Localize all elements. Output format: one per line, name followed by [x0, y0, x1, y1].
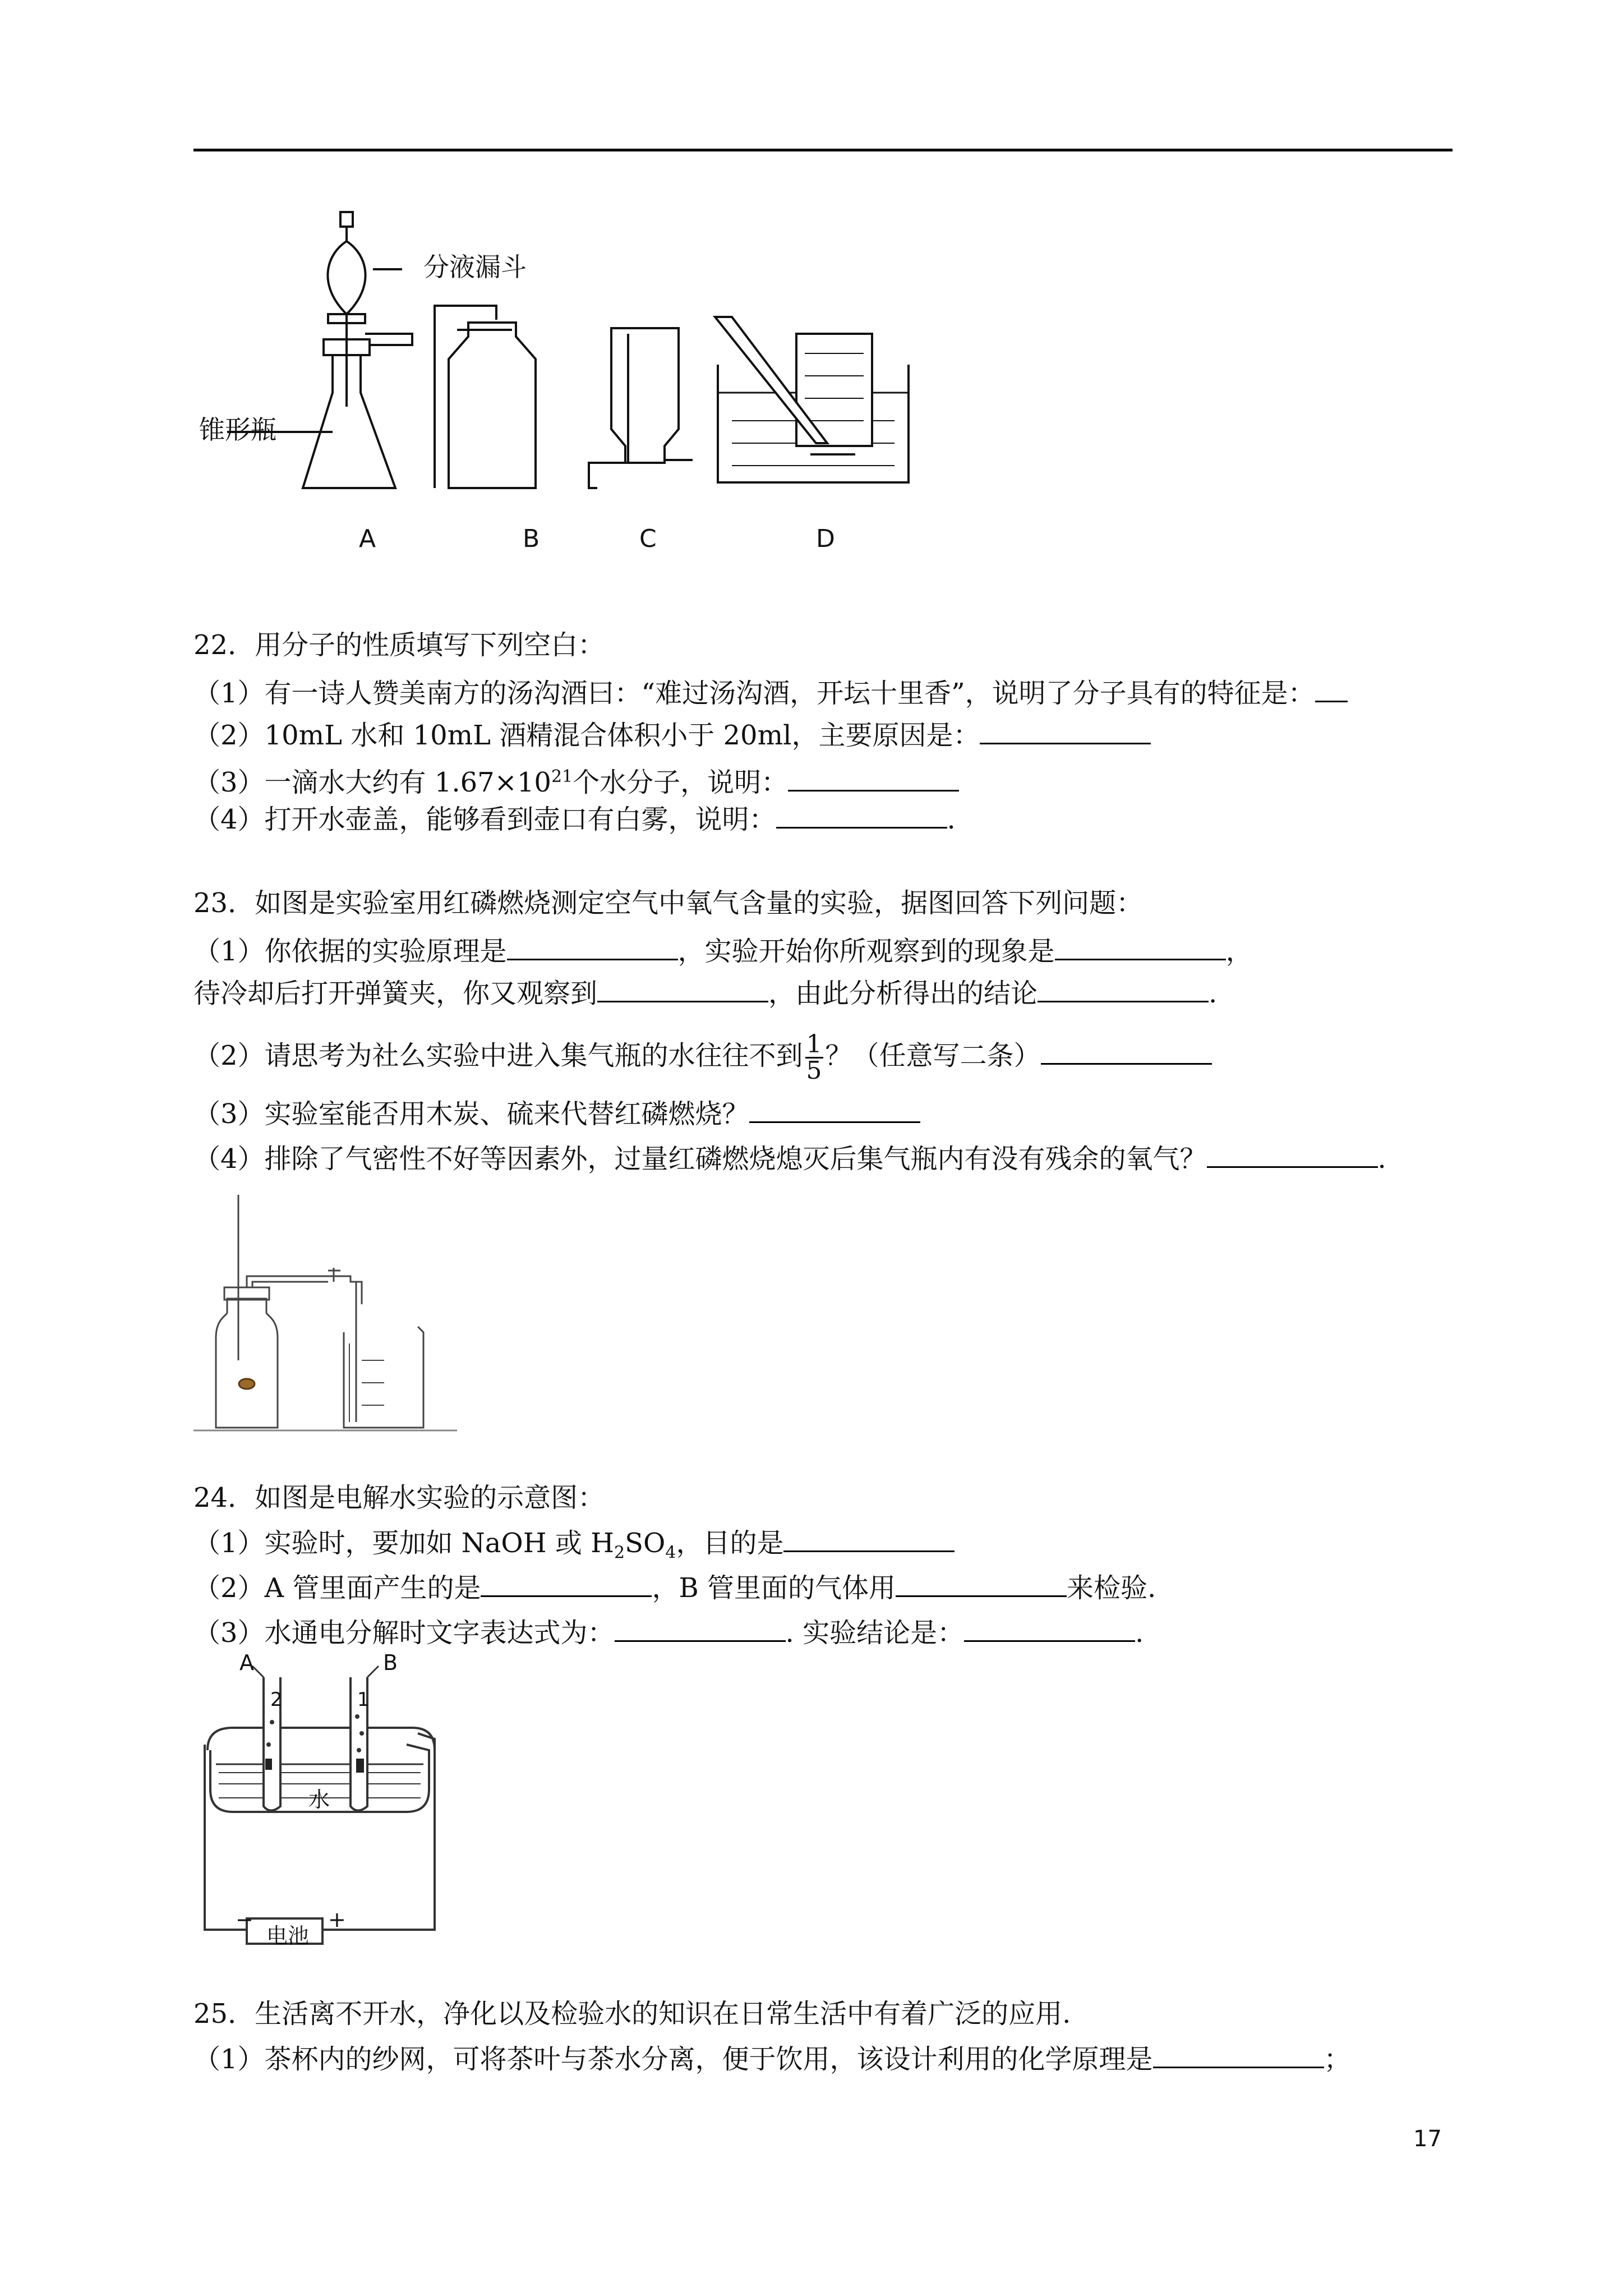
- q23-l5: （4）排除了气密性不好等因素外，过量红磷燃烧熄灭后集气瓶内有没有残余的氧气？: [193, 1143, 1207, 1175]
- q24-line-1: [193, 1526, 955, 1570]
- answer-blank[interactable]: [776, 802, 947, 829]
- answer-blank[interactable]: [1055, 934, 1226, 960]
- fraction-numerator: 1: [806, 1030, 822, 1059]
- header-rule: [193, 149, 1453, 151]
- answer-blank[interactable]: [507, 934, 678, 960]
- q25-title: 25．生活离不开水，净化以及检验水的知识在日常生活中有着广泛的应用.: [193, 1998, 1071, 2030]
- q24-title: 24．如图是电解水实验的示意图：: [193, 1482, 605, 1513]
- answer-blank[interactable]: [896, 1571, 1067, 1597]
- fraction-denominator: 5: [806, 1056, 822, 1085]
- q24-l2c: 来检验.: [1067, 1572, 1156, 1604]
- q23-l2b: ，由此分析得出的结论: [768, 978, 1038, 1009]
- q23-title: 23．如图是实验室用红磷燃烧测定空气中氧气含量的实验，据图回答下列问题：: [193, 887, 1144, 919]
- answer-blank[interactable]: [481, 1571, 652, 1597]
- answer-blank[interactable]: [783, 1526, 955, 1552]
- q24-line-2: [193, 1571, 1156, 1605]
- q24-l2a: （2）A 管里面产生的是: [193, 1572, 481, 1604]
- q24-l2b: ，B 管里面的气体用: [652, 1572, 896, 1604]
- answer-blank[interactable]: [1315, 676, 1348, 702]
- answer-blank[interactable]: [980, 718, 1151, 744]
- q22-item-1: [193, 676, 1348, 710]
- q25-line-1: [193, 2042, 1351, 2076]
- fraction-one-fifth: [805, 1032, 823, 1083]
- funnel-label: 分液漏斗: [423, 252, 527, 282]
- q24-line-3: [193, 1616, 1144, 1650]
- tube-a-number: 2: [270, 1688, 283, 1711]
- battery-label: 电池: [266, 1924, 310, 1948]
- q23-l1b: ，实验开始你所观察到的现象是: [677, 936, 1055, 967]
- q22-item-3-tail: 个水分子，说明：: [573, 767, 789, 798]
- apparatus-b: [435, 306, 536, 488]
- electrolysis-figure: [193, 1650, 451, 1948]
- q23-l1a: （1）你依据的实验原理是: [193, 936, 507, 967]
- q22-title: 22．用分子的性质填写下列空白：: [193, 629, 605, 661]
- apparatus-figure: [193, 208, 956, 567]
- q23-l2a: 待冷却后打开弹簧夹，你又观察到: [193, 978, 598, 1009]
- q23-l2c: .: [1209, 978, 1218, 1009]
- q23-line-3: [193, 1032, 1212, 1083]
- answer-blank[interactable]: [788, 765, 959, 792]
- phosphorus-apparatus-figure: [193, 1192, 457, 1433]
- tube-a-label: A: [239, 1650, 254, 1675]
- q24-l1a: （1）实验时，要加如 NaOH 或 H: [193, 1527, 615, 1559]
- period: .: [947, 804, 956, 835]
- label-d: D: [816, 524, 835, 553]
- q24-l1b: SO: [625, 1527, 666, 1559]
- tube-b-number: 1: [357, 1688, 370, 1711]
- q22-item-4-text: （4）打开水壶盖，能够看到壶口有白雾，说明：: [193, 804, 776, 835]
- apparatus-a: [227, 212, 412, 488]
- water-label: 水: [308, 1787, 330, 1812]
- minus-sign: −: [236, 1907, 253, 1932]
- q23-l5end: .: [1377, 1143, 1386, 1175]
- tube-b-label: B: [383, 1650, 398, 1675]
- answer-blank[interactable]: [1207, 1142, 1378, 1168]
- label-a: A: [359, 524, 376, 553]
- q22-item-1-text: （1）有一诗人赞美南方的汤沟酒曰：“难过汤沟酒，开坛十里香”，说明了分子具有的特征是：: [193, 678, 1315, 709]
- answer-blank[interactable]: [597, 976, 768, 1002]
- page-number: 17: [1413, 2126, 1442, 2152]
- apparatus-c: [589, 328, 693, 488]
- q22-item-3: [193, 760, 959, 799]
- answer-blank[interactable]: [615, 1616, 786, 1642]
- subscript-2: 2: [614, 1543, 625, 1563]
- answer-blank[interactable]: [1041, 1038, 1212, 1065]
- q24-l3c: .: [1135, 1617, 1144, 1649]
- q23-l3a: （2）请思考为社么实验中进入集气瓶的水往往不到: [193, 1040, 803, 1071]
- answer-blank[interactable]: [749, 1097, 920, 1123]
- q24-l1c: ，目的是: [676, 1527, 784, 1559]
- q23-l1c: ，: [1225, 936, 1253, 967]
- flask-label: 锥形瓶: [199, 415, 276, 445]
- q24-l3b: . 实验结论是：: [785, 1617, 965, 1649]
- q24-l3a: （3）水通电分解时文字表达式为：: [193, 1617, 615, 1649]
- q23-line-1: [193, 934, 1253, 968]
- q22-item-2-text: （2）10mL 水和 10mL 酒精混合体积小于 20ml，主要原因是：: [193, 720, 980, 751]
- apparatus-d: [715, 317, 909, 482]
- q23-l4: （3）实验室能否用木炭、硫来代替红磷燃烧？: [193, 1098, 749, 1130]
- plus-sign: +: [328, 1907, 346, 1932]
- q22-item-2: [193, 718, 1151, 752]
- q23-line-5: [193, 1142, 1386, 1176]
- q23-l3b: ？（任意写二条）: [825, 1040, 1041, 1071]
- label-b: B: [523, 524, 540, 553]
- q23-line-4: [193, 1097, 920, 1131]
- q22-item-3-text: （3）一滴水大约有 1.67×10: [193, 767, 551, 798]
- exponent: 21: [551, 767, 573, 786]
- label-c: C: [639, 524, 657, 553]
- q25-l1end: ；: [1324, 2044, 1351, 2075]
- q23-line-2: [193, 976, 1217, 1010]
- q22-item-4: [193, 802, 956, 836]
- q25-l1: （1）茶杯内的纱网，可将茶叶与茶水分离，便于饮用，该设计利用的化学原理是: [193, 2044, 1153, 2075]
- subscript-4: 4: [665, 1543, 676, 1563]
- answer-blank[interactable]: [1038, 976, 1209, 1002]
- answer-blank[interactable]: [964, 1616, 1135, 1642]
- answer-blank[interactable]: [1153, 2042, 1324, 2068]
